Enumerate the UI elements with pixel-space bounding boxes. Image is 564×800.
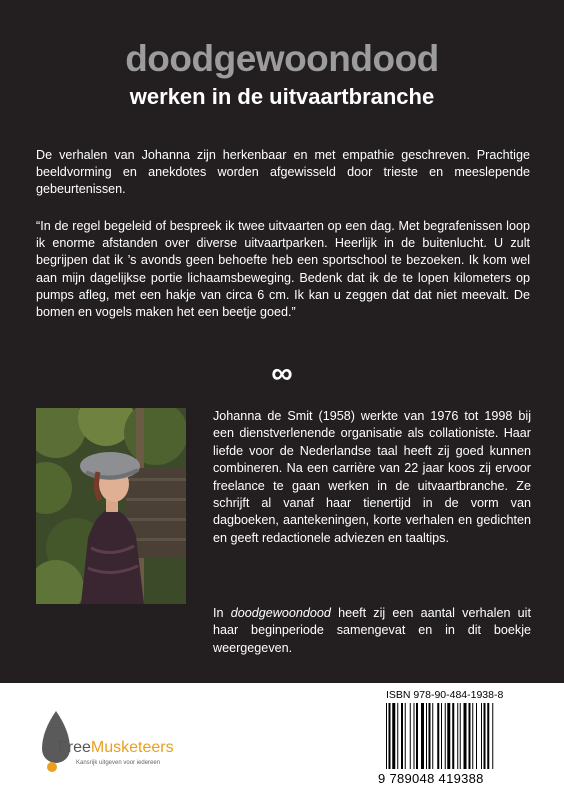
barcode-bar [445,703,446,769]
infinity-divider-icon: ∞ [271,357,293,390]
barcode-bar [414,703,415,769]
quote-paragraph: “In de regel begeleid of bespreek ik twee uitvaarten op een dag. Met begrafenissen loop ik enorme afstanden over diverse uitvaartparken. Heerlijk in de buitenlucht. U zult begrijpen dat ik ’s avonds geen behoefte heb een sportschool te bezoeken. Ik kom wel aan mijn dagelijkse portie lichaamsbeweging. Bedenk dat ik de te lopen kilometers op pumps afleg, met een hakje van circa 6 cm. Ik kan u zeggen dat dat niet meevalt. De bomen en vogels maken het een beetje goed.” [36,219,530,320]
publisher-tagline: Kansrijk uitgeven voor iedereen [76,760,161,766]
summary-book-title: doodgewoondood [230,606,331,620]
author-photo [36,408,186,604]
barcode-bar [386,703,387,769]
book-summary [213,605,531,657]
publisher-name-free: Free [58,739,91,756]
barcode-bar [487,703,489,769]
book-title: doodgewoondood [125,38,439,79]
barcode-icon [386,703,532,769]
barcode-bar [484,703,486,769]
barcode-bar [432,703,433,769]
barcode-bar [447,703,450,769]
barcode-bar [405,703,406,769]
publisher-name-musketeers: Musketeers [90,739,174,756]
barcode-bar [469,703,471,769]
barcode-bar [401,703,403,769]
barcode-bar [416,703,418,769]
book-subtitle: werken in de uitvaartbranche [129,84,435,109]
author-bio: Johanna de Smit (1958) werkte van 1976 tot 1998 bij een dienstverlenende organisatie als collationiste. Haar liefde voor de Nederlandse taal heeft zij goed kunnen combineren. Na een carrière van 22 jaar koos zij ervoor freelance te gaan werken in de uitvaartbranche. Ze schrijft al vanaf haar tienertijd in de vorm van dagboeken, aantekeningen, korte verhalen en gedichten en geeft redactionele adviezen en taaltips. [213,409,531,545]
barcode-bar [457,703,458,769]
isbn-label: ISBN 978-90-484-1938-8 [386,689,504,701]
barcode-bar [492,703,493,769]
barcode-bar [429,703,431,769]
publisher-logo [36,709,186,781]
publisher-name [58,739,174,757]
intro-paragraph: De verhalen van Johanna zijn herkenbaar en met empathie geschreven. Prachtige beeldvorming en anekdotes worden afgewisseld door trieste en meeslepende gebeurtenissen. [36,148,530,197]
barcode-bar [410,703,411,769]
footer-panel [0,683,564,800]
barcode-number: 9 789048 419388 [378,771,484,786]
barcode-bar [421,703,424,769]
barcode-bar [426,703,427,769]
barcode-bar [464,703,467,769]
barcode-bar [452,703,454,769]
barcode-bar [476,703,477,769]
summary-text: heeft zij een aantal verhalen uit haar beginperiode samengevat en in dit boekje weergegeven. [213,606,531,655]
barcode-bar [397,703,398,769]
barcode-bar [460,703,461,769]
barcode-bar [441,703,442,769]
barcode-bar [437,703,439,769]
barcode-bar [472,703,473,769]
barcode-bar [481,703,482,769]
barcode-bar [389,703,391,769]
summary-prefix: In [213,606,231,620]
barcode-bar [392,703,395,769]
